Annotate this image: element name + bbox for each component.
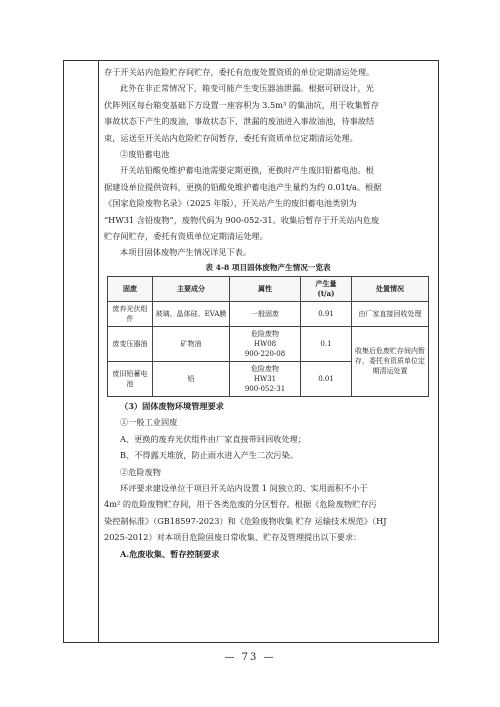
- waste-component: 矿物油: [153, 326, 230, 361]
- paragraph: 存于开关站内危险贮存间贮存，委托有危废处置资质的单位定期清运处理。: [104, 67, 375, 77]
- paragraph-line: 环评要求建设单位于项目开关站内设置 1 间独立的、实用面积不小于: [120, 482, 368, 493]
- waste-attribute: 一般固废: [230, 301, 301, 326]
- section-heading: A.危废收集、暂存控制要求: [120, 548, 220, 559]
- paragraph-line: 束，运送至开关站内危险贮存间暂存，委托有资质单位定期清运处理。: [104, 132, 358, 143]
- paragraph-line: 开关站铅酸免维护蓄电池需要定期更换，更换时产生废旧铅蓄电池。根: [120, 165, 374, 176]
- header-cell: 主要成分: [153, 276, 230, 301]
- paragraph-line: 伏阵列区每台箱变基础下方设置一座容积为 3.5m³ 的集油坑，用于收集暂存: [104, 99, 379, 110]
- main-content: [104, 64, 432, 562]
- paragraph-line: “HW31 含铅废物”，废物代码为 900-052-31。收集后暂存于开关站内危废: [104, 214, 380, 225]
- page-number: — 73 —: [224, 652, 276, 663]
- waste-name: 废变压器油: [108, 326, 153, 361]
- paragraph-line: 此外在非正常情况下，箱变可能产生变压器油泄漏。根据可研设计，光: [120, 83, 374, 94]
- waste-component: 玻璃、晶体硅、EVA膜: [153, 301, 230, 326]
- waste-amount: 0.01: [301, 361, 352, 396]
- paragraph-line: 贮存间贮存，委托有资质单位定期清运处理。: [104, 231, 268, 242]
- table-caption: 表 4-8 项目固体废物产生情况一览表: [205, 262, 331, 272]
- subheading: ①一般工业固废: [120, 417, 178, 428]
- waste-disposal: 收集后危废贮存间内暂存，委托有资质单位定期清运处置: [352, 326, 429, 396]
- waste-name: 废弃光伏组件: [108, 301, 153, 326]
- table-row: [108, 301, 429, 326]
- waste-amount: 0.1: [301, 326, 352, 361]
- waste-attribute: 危险废物 HW08 900-220-08: [230, 326, 301, 361]
- waste-attribute: 危险废物 HW31 900-052-31: [230, 361, 301, 396]
- solid-waste-table: [107, 276, 429, 397]
- waste-disposal: 由厂家直接回收处理: [352, 301, 429, 326]
- header-cell: 属性: [230, 276, 301, 301]
- subheading: ②废铅蓄电池: [120, 149, 170, 160]
- paragraph-line: 染控制标准》（GB18597-2023）和《危险废物收集 贮存 运输技术规范》（HJ: [104, 515, 387, 526]
- paragraph-line: 4m² 的危险废物贮存间，用于各类危废的分区暂存。根据《危险废物贮存污: [104, 499, 377, 510]
- header-cell: 处置情况: [352, 276, 429, 301]
- column-divider: [98, 61, 99, 642]
- paragraph-line: 事故状态下产生的废油，事故状态下，泄漏的废油进入事故油池，待事故结: [104, 116, 375, 127]
- header-cell: 固废: [108, 276, 153, 301]
- waste-component: 铅: [153, 361, 230, 396]
- header-cell: 产生量 (t/a): [301, 276, 352, 301]
- waste-amount: 0.91: [301, 301, 352, 326]
- paragraph-line: 2025-2012）对本项目危险固废日常收集、贮存及管理提出以下要求：: [104, 532, 362, 543]
- list-item: B、不得露天堆放，防止雨水进入产生二次污染。: [120, 450, 298, 461]
- paragraph: 本项目固体废物产生情况详见下表。: [120, 247, 252, 258]
- table-row: [108, 326, 429, 361]
- paragraph-line: 《国家危险废物名录》（2025 年版），开关站产生的废旧蓄电池类别为: [104, 198, 357, 209]
- section-heading: （3）固体废物环境管理要求: [120, 400, 224, 411]
- subheading: ②危险废物: [120, 466, 161, 477]
- table-header-row: [108, 276, 429, 301]
- waste-name: 废旧铅蓄电池: [108, 361, 153, 396]
- paragraph-line: 据建设单位提供资料，更换的铅酸免维护蓄电池产生量约为约 0.01t/a。根据: [104, 181, 382, 192]
- list-item: A、更换的废弃光伏组件由厂家直接带回回收处理；: [120, 433, 307, 444]
